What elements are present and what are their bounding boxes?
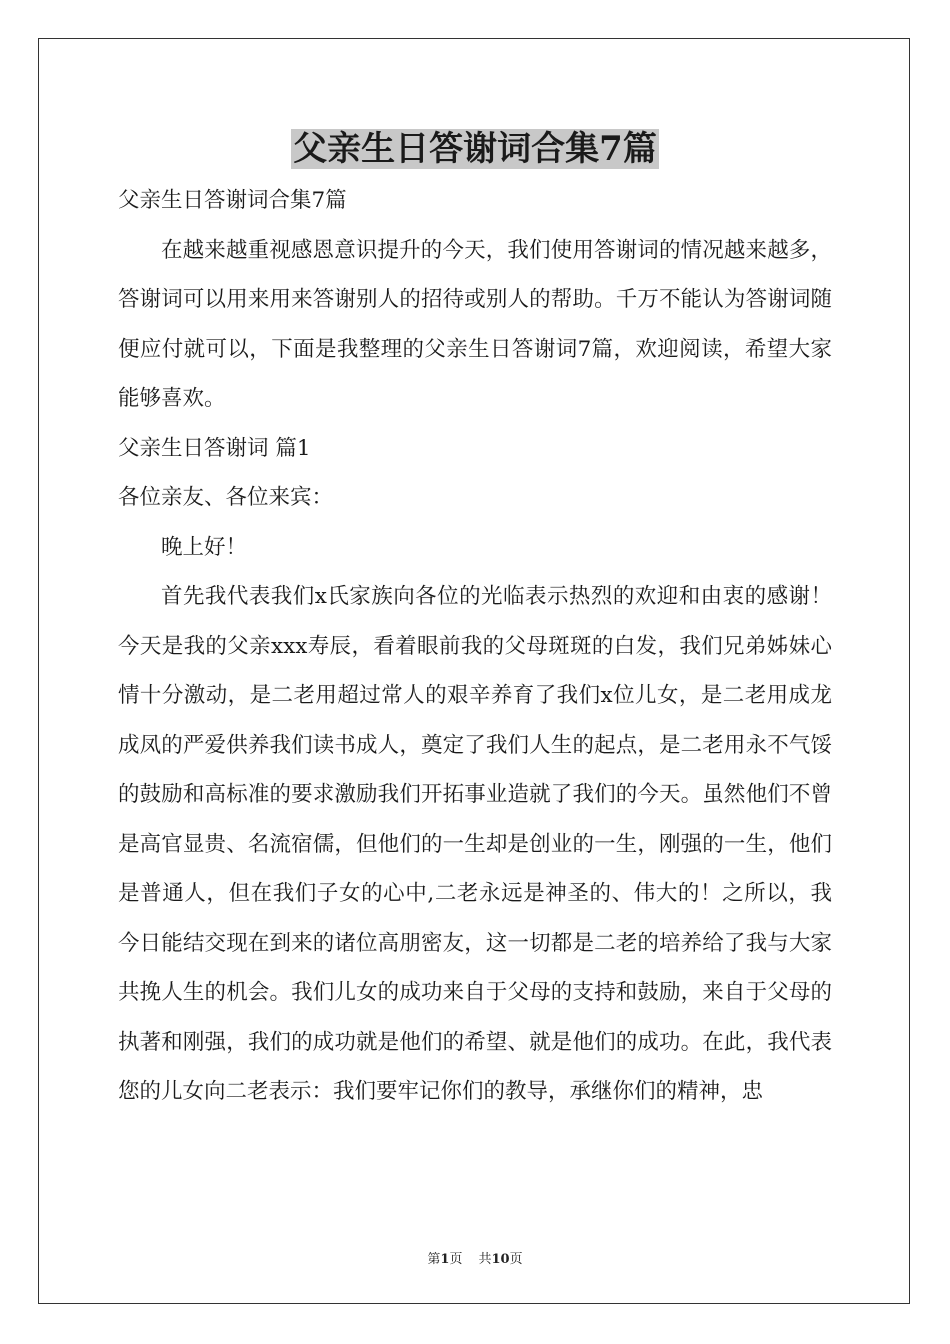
page-footer: [0, 1248, 950, 1267]
footer-total-prefix: 共: [478, 1252, 492, 1267]
footer-page-prefix: 第: [427, 1252, 441, 1267]
document-title-text: 父亲生日答谢词合集7篇: [293, 129, 657, 169]
footer-page-current: 1: [440, 1252, 450, 1267]
document-title: [0, 126, 950, 172]
paragraph-body: 首先我代表我们x氏家族向各位的光临表示热烈的欢迎和由衷的感谢！今天是我的父亲xxx寿辰，看着眼前我的父母斑斑的白发，我们兄弟姊妹心情十分激动，是二老用超过常人的艰辛养育了我们x位儿女，是二老用成龙成凤的严爱供养我们读书成人，奠定了我们人生的起点，是二老用永不气馁的鼓励和高标准的要求激励我们开拓事业造就了我们的今天。虽然他们不曾是高官显贵、名流宿儒，但他们的一生却是创业的一生，刚强的一生，他们是普通人，但在我们子女的心中,二老永远是神圣的、伟大的！之所以，我今日能结交现在到来的诸位高朋密友，这一切都是二老的培养给了我与大家共挽人生的机会。我们儿女的成功来自于父母的支持和鼓励，来自于父母的执著和刚强，我们的成功就是他们的希望、就是他们的成功。在此，我代表您的儿女向二老表示：我们要牢记你们的教导，承继你们的精神，忠: [118, 584, 832, 1104]
footer-total-suffix: 页: [509, 1252, 523, 1267]
footer-page-suffix: 页: [449, 1252, 463, 1267]
paragraph-intro: 在越来越重视感恩意识提升的今天，我们使用答谢词的情况越来越多，答谢词可以用来用来答谢别人的招待或别人的帮助。千万不能认为答谢词随便应付就可以，下面是我整理的父亲生日答谢词7篇，欢迎阅读，希望大家能够喜欢。: [118, 237, 832, 411]
document-body: [118, 176, 832, 1117]
paragraph-salutation: 各位亲友、各位来宾：: [118, 485, 334, 510]
section-heading: 父亲生日答谢词 篇1: [118, 435, 311, 461]
paragraph-subtitle: 父亲生日答谢词合集7篇: [118, 188, 347, 213]
paragraph-greeting: 晚上好！: [161, 534, 248, 560]
footer-page-total: 10: [491, 1252, 510, 1267]
